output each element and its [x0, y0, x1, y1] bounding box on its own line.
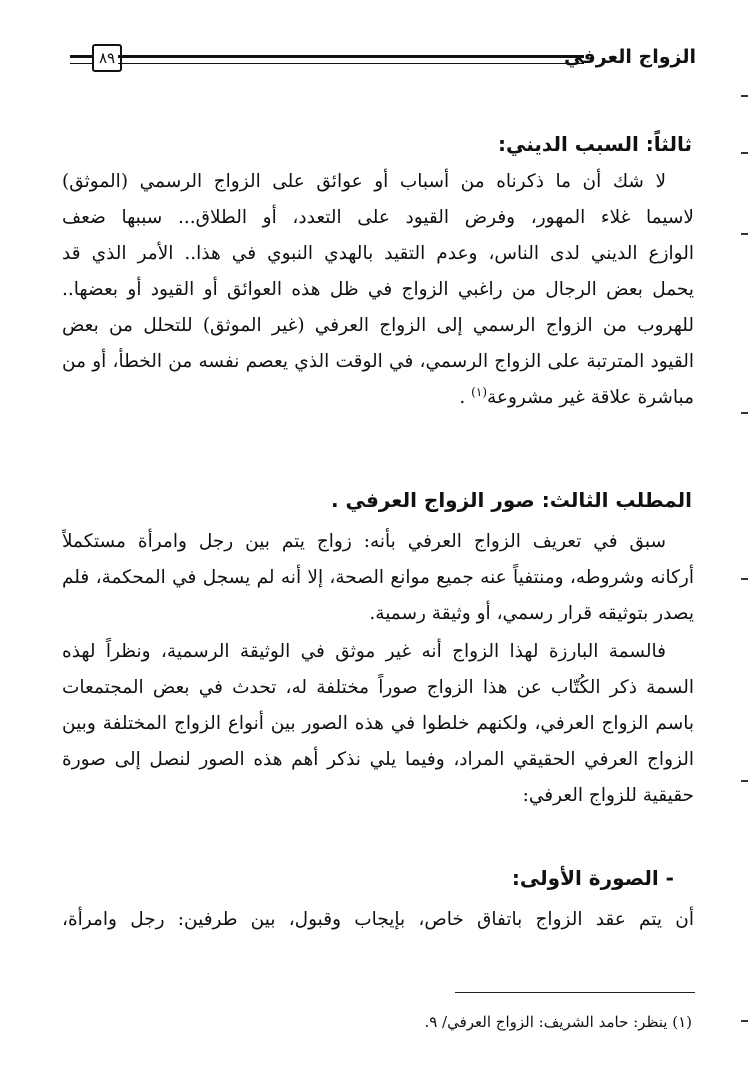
text-line: أن يتم عقد الزواج باتفاق خاص، بإيجاب وقبول، بين طرفين: رجل وامرأة،: [62, 909, 694, 930]
running-title: الزواج العرفي: [564, 46, 696, 68]
text-line: للهروب من الزواج الرسمي إلى الزواج العرفي (غير الموثق) للتحلل من بعض: [62, 315, 694, 336]
paragraph-definition: [62, 524, 694, 632]
text-line: لاسيما غلاء المهور، وفرض القيود على التعدد، أو الطلاق... سببها ضعف: [62, 207, 694, 228]
text-line: يصدر بتوثيقه قرار رسمي، أو وثيقة رسمية.: [369, 603, 694, 624]
text-line: السمة ذكر الكُتّاب عن هذا الزواج صوراً مختلفة له، تحدث في بعض المجتمعات: [62, 677, 694, 698]
section-heading-religious-reason: ثالثاً: السبب الديني:: [497, 132, 692, 156]
margin-tick: [741, 412, 748, 414]
text-line: الوازع الديني لدى الناس، وعدم التقيد بالهدي النبوي في هذا.. الأمر الذي قد: [62, 243, 694, 264]
margin-tick: [741, 578, 748, 580]
text-line: باسم الزواج العرفي، ولكنهم خلطوا في هذه الصور بين أنواع الزواج المختلفة وبين: [62, 713, 694, 734]
footnote-reference: (١): [471, 384, 487, 399]
margin-tick: [741, 780, 748, 782]
text-line: يحمل بعض الرجال من راغبي الزواج في ظل هذه العوائق أو القيود أو بعضها..: [62, 279, 694, 300]
text-line: الزواج العرفي الحقيقي المراد، وفيما يلي نذكر أهم هذه الصور لنصل إلى صورة: [62, 749, 694, 770]
text-line: حقيقية للزواج العرفي:: [522, 785, 694, 806]
paragraph-religious-reason: [62, 164, 694, 416]
text-fragment: مباشرة علاقة غير مشروعة: [487, 387, 694, 408]
footnote-separator: [455, 992, 695, 993]
text-line: فالسمة البارزة لهذا الزواج أنه غير موثق في الوثيقة الرسمية، ونظراً لهذه: [62, 641, 666, 662]
text-line: لا شك أن ما ذكرناه من أسباب أو عوائق على الزواج الرسمي (الموثق): [62, 171, 666, 192]
footnote: (١) ينظر: حامد الشريف: الزواج العرفي/ ٩.: [424, 1013, 692, 1031]
margin-tick: [741, 152, 748, 154]
margin-tick: [741, 1020, 748, 1022]
section-heading-matlab-3: المطلب الثالث: صور الزواج العرفي .: [330, 488, 692, 512]
paragraph-forms: [62, 634, 694, 814]
text-fragment: .: [459, 387, 466, 408]
running-header: [70, 42, 696, 78]
header-rule-left: [70, 55, 92, 64]
subheading-first-form: - الصورة الأولى:: [511, 866, 674, 890]
text-line: القيود المترتبة على الزواج الرسمي، في الوقت الذي يعصم نفسه من الخطأ، أو من: [62, 351, 694, 372]
margin-tick: [741, 233, 748, 235]
page-number: ٨٩: [92, 44, 122, 72]
header-rule: [118, 55, 584, 64]
text-line: [62, 380, 694, 416]
paragraph-first-form: [62, 902, 694, 938]
text-line: أركانه وشروطه، ومنتفياً عنه جميع موانع الصحة، إلا أنه لم يسجل في المحكمة، فلم: [62, 567, 694, 588]
text-line: سبق في تعريف الزواج العرفي بأنه: زواج يتم بين رجل وامرأة مستكملاً: [62, 531, 666, 552]
margin-tick: [741, 95, 748, 97]
